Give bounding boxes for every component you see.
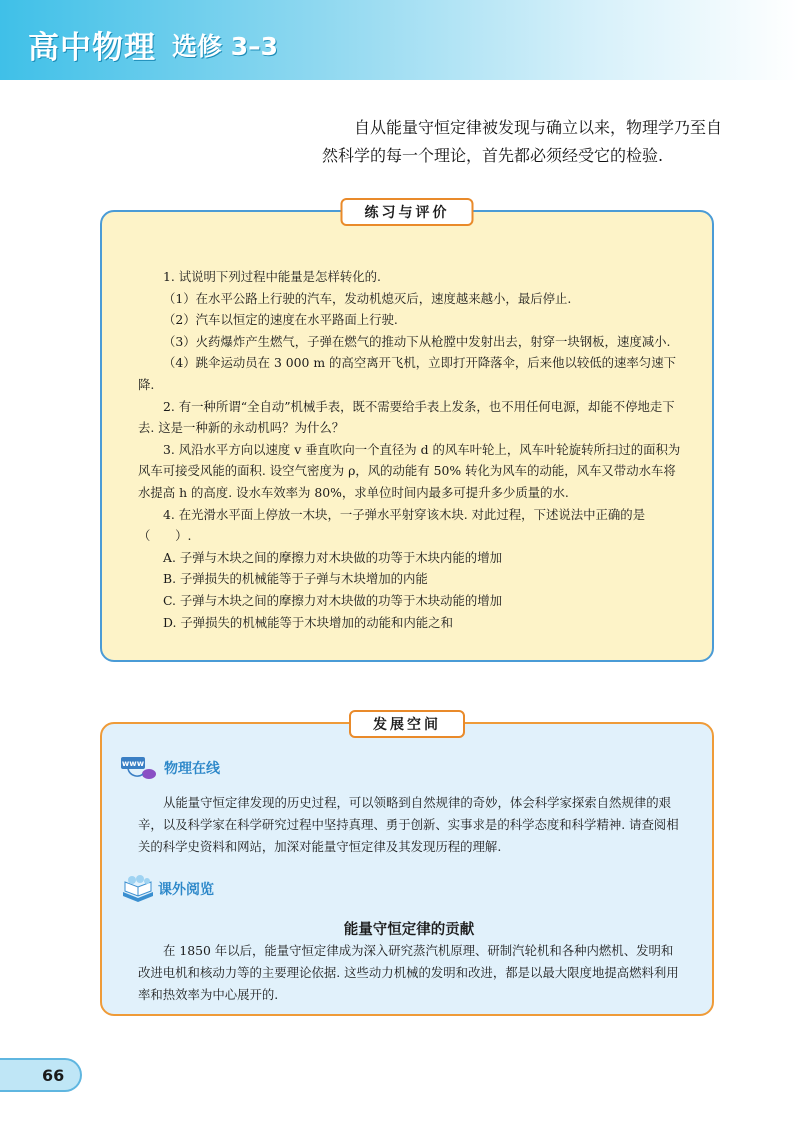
reading-label: 课外阅览 xyxy=(158,882,214,898)
question-1-part-4: （4）跳伞运动员在 3 000 m 的高空离开飞机，立即打开降落伞，后来他以较低的速率匀速下降. xyxy=(138,355,676,392)
physics-online-text: 从能量守恒定律发现的历史过程，可以领略到自然规律的奇妙，体会科学家探索自然规律的艰辛，以及科学家在科学研究过程中坚持真理、勇于创新、实事求是的科学态度和科学精神. 请查阅相关的科学史资料和网站，加深对能量守恒定律及其发现历程的理解. xyxy=(138,795,679,854)
development-panel xyxy=(100,717,714,1016)
physics-online-heading xyxy=(120,754,220,782)
book-subtitle: 选修 3–3 xyxy=(172,32,278,61)
reading-article-text: 在 1850 年以后，能量守恒定律成为深入研究蒸汽机原理、研制汽轮机和各种内燃机、发明和改进电机和核动力等的主要理论依据. 这些动力机械的发明和改进，都是以最大限度地提高燃料利用率和热效率为中心展开的. xyxy=(138,943,679,1002)
option-a: A. 子弹与木块之间的摩擦力对木块做的功等于木块内能的增加 xyxy=(163,549,502,565)
exercise-title: 练习与评价 xyxy=(341,198,474,226)
book-title: 高中物理 xyxy=(28,30,156,66)
book-icon xyxy=(120,874,156,904)
development-title: 发展空间 xyxy=(349,710,465,738)
exercise-panel xyxy=(100,205,714,662)
question-1-part-3: （3）火药爆炸产生燃气，子弹在燃气的推动下从枪膛中发射出去，射穿一块钢板，速度减小. xyxy=(163,333,671,349)
option-d: D. 子弹损失的机械能等于木块增加的动能和内能之和 xyxy=(163,614,453,630)
intro-paragraph xyxy=(322,114,732,170)
question-4: 4. 在光滑水平面上停放一木块，一子弹水平射穿该木块. 对此过程，下述说法中正确的是（ ）. xyxy=(138,506,646,544)
header-band xyxy=(0,0,800,80)
intro-line-2: 然科学的每一个理论，首先都必须经受它的检验. xyxy=(322,146,664,165)
www-mouse-icon xyxy=(120,754,160,782)
option-b: B. 子弹损失的机械能等于子弹与木块增加的内能 xyxy=(163,571,428,587)
physics-online-label: 物理在线 xyxy=(164,761,220,777)
question-1-part-2: （2）汽车以恒定的速度在水平路面上行驶. xyxy=(163,312,398,328)
www-icon-text: www xyxy=(121,759,145,768)
option-c: C. 子弹与木块之间的摩擦力对木块做的功等于木块动能的增加 xyxy=(163,592,503,608)
reading-article-title: 能量守恒定律的贡献 xyxy=(343,922,475,938)
question-3: 3. 风沿水平方向以速度 v 垂直吹向一个直径为 d 的风车叶轮上，风车叶轮旋转所扫过的面积为风车可接受风能的面积. 设空气密度为 ρ，风的动能有 50% 转化为风车的动能，风车又带动水车将水提高 h 的高度. 设水车效率为 80%，求单位时间内最多可提升多少质量的水. xyxy=(138,441,681,500)
page-number-tab xyxy=(0,1058,82,1092)
extracurricular-reading-heading xyxy=(120,874,214,904)
exercise-body xyxy=(138,266,682,633)
question-1-part-1: （1）在水平公路上行驶的汽车，发动机熄灭后，速度越来越小，最后停止. xyxy=(163,290,572,306)
page-number: 66 xyxy=(42,1066,65,1085)
question-2: 2. 有一种所谓“全自动”机械手表，既不需要给手表上发条，也不用任何电源，却能不停地走下去. 这是一种新的永动机吗？为什么？ xyxy=(138,398,675,436)
intro-line-1: 自从能量守恒定律被发现与确立以来，物理学乃至自 xyxy=(354,118,723,137)
question-1: 1. 试说明下列过程中能量是怎样转化的. xyxy=(163,269,381,284)
